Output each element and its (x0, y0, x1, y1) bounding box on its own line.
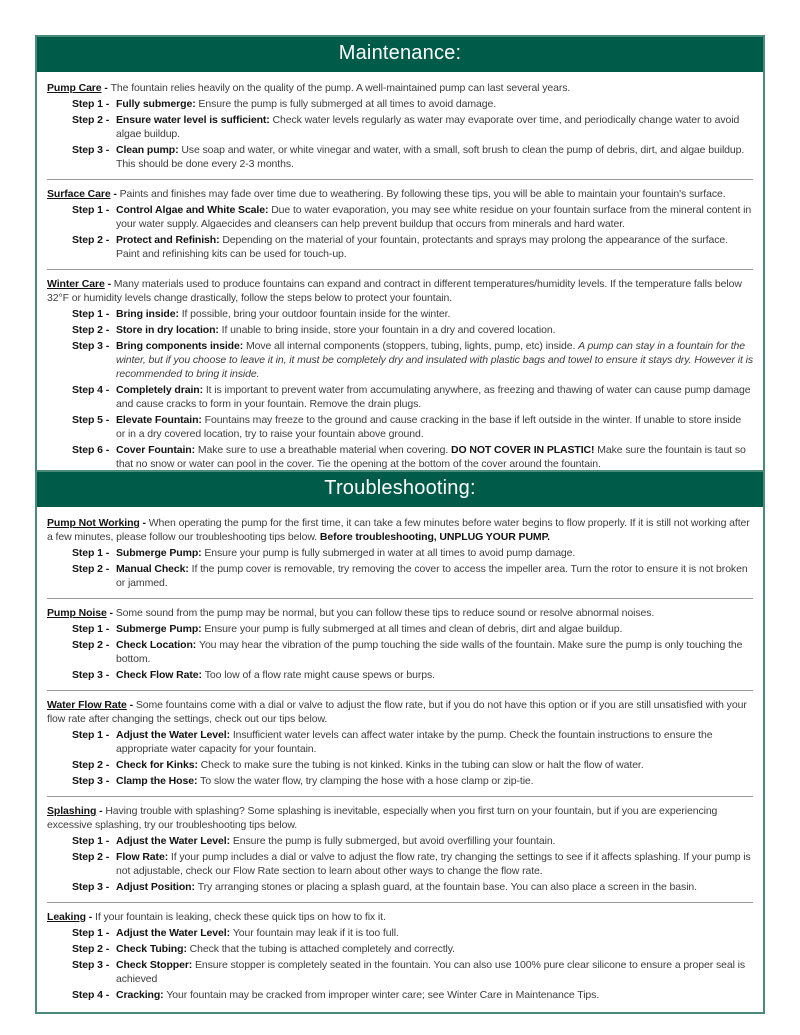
text: Depending on the material of your fountain, protectants and sprays may prolong the appearance of the surface. Paint and refinishing kits can be used for touch-up. (116, 234, 728, 260)
step-row (72, 383, 753, 411)
topic-winter-care (47, 269, 753, 471)
text: Many materials used to produce fountains can expand and contract in different temperatures/humidity levels. If the temperature falls below 32°F or humidity levels change drastically, follow the steps below to protect your fountain. (47, 278, 742, 304)
topic-intro (47, 804, 753, 832)
step-label: Cover Fountain: (116, 444, 198, 456)
steps-list (47, 926, 753, 1002)
topic-pump-not-working (47, 516, 753, 590)
heading-dash: - (85, 911, 96, 923)
step-number: Step 4 - (72, 384, 110, 396)
steps-list (47, 834, 753, 894)
step-label: Manual Check: (116, 563, 192, 575)
text: Having trouble with splashing? Some splashing is inevitable, especially when you first turn on your fountain, but if you are experiencing excessive splashing, try our troubleshooting tips below. (47, 805, 718, 831)
step-number: Step 1 - (72, 729, 110, 741)
text: To slow the water flow, try clamping the hose with a hose clamp or zip-tie. (200, 775, 534, 787)
step-row (72, 638, 753, 666)
step-row (72, 774, 753, 788)
step-text (116, 113, 753, 141)
step-number: Step 3 - (72, 669, 110, 681)
step-row (72, 942, 753, 956)
step-row (72, 926, 753, 940)
step-number: Step 1 - (72, 623, 110, 635)
topic-heading: Surface Care (47, 188, 111, 200)
step-row (72, 443, 753, 471)
text: Due to water evaporation, you may see white residue on your fountain surface from the mineral content in your water supply. Algaecides and cleansers can help prevent buildup that occurs from minerals and hard water. (116, 204, 752, 230)
text: Make sure the fountain is taut so that no snow or water can pool in the cover. Tie the opening at the bottom of the cover around the fountain. (116, 444, 746, 470)
step-text (116, 758, 753, 772)
step-row (72, 958, 753, 986)
step-number: Step 6 - (72, 444, 110, 456)
text: Ensure stopper is completely seated in the fountain. You can also use 100% pure clear silicone to ensure a proper seal is achieved (116, 959, 746, 985)
text: Too low of a flow rate might cause spews or burps. (204, 669, 435, 681)
step-label: Flow Rate: (116, 851, 171, 863)
steps-list (47, 546, 753, 590)
text: Paints and finishes may fade over time due to weathering. By following these tips, you will be able to maintain your fountain's surface. (119, 188, 726, 200)
step-text (116, 942, 753, 956)
step-number: Step 2 - (72, 943, 110, 955)
topic-intro (47, 910, 753, 924)
step-label: Adjust Position: (116, 881, 198, 893)
text: You may hear the vibration of the pump touching the side walls of the fountain. Make sure the pump is only touching the bottom. (116, 639, 743, 665)
step-text (116, 728, 753, 756)
step-number: Step 1 - (72, 308, 110, 320)
text: When operating the pump for the first time, it can take a few minutes before water begins to flow properly. If it is still not working after a few minutes, please follow our troubleshooting tips below. (47, 517, 750, 543)
heading-dash: - (126, 699, 136, 711)
topic-surface-care (47, 179, 753, 261)
text: Your fountain may be cracked from improper winter care; see Winter Care in Maintenance Tips. (166, 989, 600, 1001)
step-row (72, 758, 753, 772)
step-label: Bring components inside: (116, 340, 246, 352)
step-text (116, 988, 753, 1002)
troubleshooting-section-body (37, 507, 763, 1012)
step-text (116, 307, 753, 321)
topic-heading: Winter Care (47, 278, 105, 290)
step-row (72, 97, 753, 111)
topic-intro (47, 698, 753, 726)
topic-intro (47, 277, 753, 305)
text: Ensure the pump is fully submerged, but avoid overfilling your fountain. (232, 835, 556, 847)
step-text (116, 339, 753, 381)
text: Ensure your pump is fully submerged in water at all times to avoid pump damage. (204, 547, 576, 559)
text: It is important to prevent water from accumulating anywhere, as freezing and thawing of water can cause pump damage and cause cracks to form in your fountain. Remove the drain plugs. (116, 384, 751, 410)
heading-dash: - (106, 607, 116, 619)
topic-heading: Water Flow Rate (47, 699, 127, 711)
bold-text: Before troubleshooting, UNPLUG YOUR PUMP. (319, 531, 550, 543)
topic-intro (47, 606, 753, 620)
step-label: Submerge Pump: (116, 547, 205, 559)
step-label: Clean pump: (116, 144, 182, 156)
step-number: Step 3 - (72, 881, 110, 893)
text: If your fountain is leaking, check these quick tips on how to fix it. (95, 911, 386, 923)
step-label: Protect and Refinish: (116, 234, 223, 246)
step-number: Step 2 - (72, 851, 110, 863)
step-label: Cracking: (116, 989, 167, 1001)
step-row (72, 323, 753, 337)
text: Ensure the pump is fully submerged at all times to avoid damage. (198, 98, 497, 110)
step-row (72, 834, 753, 848)
step-number: Step 2 - (72, 324, 110, 336)
text: Ensure your pump is fully submerged at all times and clean of debris, dirt and algae buildup. (204, 623, 623, 635)
text: If possible, bring your outdoor fountain inside for the winter. (181, 308, 451, 320)
step-label: Check Location: (116, 639, 199, 651)
text: Check that the tubing is attached completely and correctly. (189, 943, 455, 955)
step-number: Step 2 - (72, 114, 110, 126)
step-label: Check for Kinks: (116, 759, 201, 771)
step-row (72, 307, 753, 321)
step-label: Control Algae and White Scale: (116, 204, 272, 216)
topic-intro (47, 516, 753, 544)
topic-heading: Leaking (47, 911, 86, 923)
step-row (72, 203, 753, 231)
text: Check to make sure the tubing is not kinked. Kinks in the tubing can slow or halt the flow of water. (200, 759, 644, 771)
step-number: Step 4 - (72, 989, 110, 1001)
troubleshooting-section (35, 470, 765, 1014)
step-row (72, 143, 753, 171)
step-text (116, 413, 753, 441)
step-text (116, 443, 753, 471)
step-number: Step 1 - (72, 98, 110, 110)
steps-list (47, 203, 753, 261)
text: Check water levels regularly as water may evaporate over time, and periodically change water to avoid algae buildup. (116, 114, 740, 140)
step-number: Step 2 - (72, 234, 110, 246)
step-label: Completely drain: (116, 384, 206, 396)
step-number: Step 3 - (72, 775, 110, 787)
text: Use soap and water, or white vinegar and water, with a small, soft brush to clean the pump of debris, dirt, and algae buildup. This should be done every 2-3 months. (116, 144, 745, 170)
text: Try arranging stones or placing a splash guard, at the fountain base. You can also place a screen in the basin. (197, 881, 697, 893)
text: The fountain relies heavily on the quality of the pump. A well-maintained pump can last several years. (110, 82, 571, 94)
step-number: Step 1 - (72, 835, 110, 847)
step-row (72, 546, 753, 560)
step-label: Bring inside: (116, 308, 182, 320)
heading-dash: - (104, 278, 114, 290)
step-label: Store in dry location: (116, 324, 222, 336)
topic-intro (47, 187, 753, 201)
step-text (116, 668, 753, 682)
step-row (72, 728, 753, 756)
text: Fountains may freeze to the ground and cause cracking in the base if left outside in the winter. If unable to store inside or in a dry covered location, try to raise your fountain above ground. (116, 414, 742, 440)
step-row (72, 233, 753, 261)
step-text (116, 622, 753, 636)
step-text (116, 233, 753, 261)
step-label: Check Tubing: (116, 943, 190, 955)
text: If your pump includes a dial or valve to adjust the flow rate, try changing the settings to see if it affects splashing. If your pump is not adjustable, check our Flow Rate section to learn about other ways to change the flow rate. (116, 851, 751, 877)
topic-splashing (47, 796, 753, 894)
troubleshooting-section-title: Troubleshooting: (37, 472, 763, 507)
step-text (116, 774, 753, 788)
step-text (116, 323, 753, 337)
step-text (116, 97, 753, 111)
step-number: Step 2 - (72, 759, 110, 771)
step-number: Step 3 - (72, 340, 110, 352)
heading-dash: - (96, 805, 106, 817)
step-text (116, 562, 753, 590)
step-text (116, 834, 753, 848)
step-label: Check Flow Rate: (116, 669, 205, 681)
text: If the pump cover is removable, try removing the cover to access the impeller area. Turn the rotor to ensure it is not broken or jammed. (116, 563, 748, 589)
italic-text: A pump can stay in a fountain for the winter, but if you choose to leave it in, it must be completely dry and insulated with plastic bags and towel to ensure it stays dry. However it is recommended to bring it inside. (116, 340, 754, 380)
step-label: Submerge Pump: (116, 623, 205, 635)
maintenance-section-title: Maintenance: (37, 37, 763, 72)
text: Some sound from the pump may be normal, but you can follow these tips to reduce sound or resolve abnormal noises. (115, 607, 655, 619)
heading-dash: - (139, 517, 149, 529)
step-number: Step 3 - (72, 144, 110, 156)
text: Your fountain may leak if it is too full. (232, 927, 399, 939)
topic-pump-noise (47, 598, 753, 682)
maintenance-section-body (37, 72, 763, 481)
step-row (72, 988, 753, 1002)
step-label: Clamp the Hose: (116, 775, 201, 787)
step-label: Adjust the Water Level: (116, 835, 233, 847)
step-row (72, 562, 753, 590)
step-row (72, 339, 753, 381)
topic-heading: Pump Care (47, 82, 102, 94)
bold-text: DO NOT COVER IN PLASTIC! (451, 444, 595, 456)
step-text (116, 958, 753, 986)
topic-pump-care (47, 81, 753, 171)
step-text (116, 926, 753, 940)
text: Insufficient water levels can affect water intake by the pump. Check the fountain instructions to ensure the appropriate water capacity for your fountain. (116, 729, 713, 755)
steps-list (47, 307, 753, 471)
step-text (116, 383, 753, 411)
step-row (72, 668, 753, 682)
topic-intro (47, 81, 753, 95)
step-number: Step 5 - (72, 414, 110, 426)
step-number: Step 2 - (72, 563, 110, 575)
step-number: Step 1 - (72, 927, 110, 939)
topic-heading: Splashing (47, 805, 97, 817)
step-row (72, 880, 753, 894)
step-text (116, 638, 753, 666)
text: Move all internal components (stoppers, tubing, lights, pump, etc) inside. (245, 340, 579, 352)
text: If unable to bring inside, store your fountain in a dry and covered location. (221, 324, 556, 336)
steps-list (47, 622, 753, 682)
heading-dash: - (101, 82, 111, 94)
topic-water-flow-rate (47, 690, 753, 788)
steps-list (47, 97, 753, 171)
maintenance-section (35, 35, 765, 483)
step-row (72, 622, 753, 636)
heading-dash: - (110, 188, 120, 200)
step-row (72, 413, 753, 441)
step-number: Step 1 - (72, 547, 110, 559)
step-text (116, 143, 753, 171)
step-label: Check Stopper: (116, 959, 196, 971)
step-row (72, 113, 753, 141)
step-text (116, 850, 753, 878)
step-label: Ensure water level is sufficient: (116, 114, 273, 126)
step-number: Step 2 - (72, 639, 110, 651)
step-row (72, 850, 753, 878)
topic-heading: Pump Not Working (47, 517, 140, 529)
step-number: Step 1 - (72, 204, 110, 216)
step-text (116, 880, 753, 894)
step-label: Elevate Fountain: (116, 414, 205, 426)
text: Some fountains come with a dial or valve to adjust the flow rate, but if you do not have this option or if you are still unsatisfied with your flow rate after changing the settings, check out our tips below. (47, 699, 747, 725)
topic-leaking (47, 902, 753, 1002)
step-text (116, 203, 753, 231)
step-label: Fully submerge: (116, 98, 199, 110)
text: Make sure to use a breathable material when covering. (197, 444, 451, 456)
steps-list (47, 728, 753, 788)
step-label: Adjust the Water Level: (116, 927, 233, 939)
step-text (116, 546, 753, 560)
topic-heading: Pump Noise (47, 607, 107, 619)
step-number: Step 3 - (72, 959, 110, 971)
step-label: Adjust the Water Level: (116, 729, 233, 741)
